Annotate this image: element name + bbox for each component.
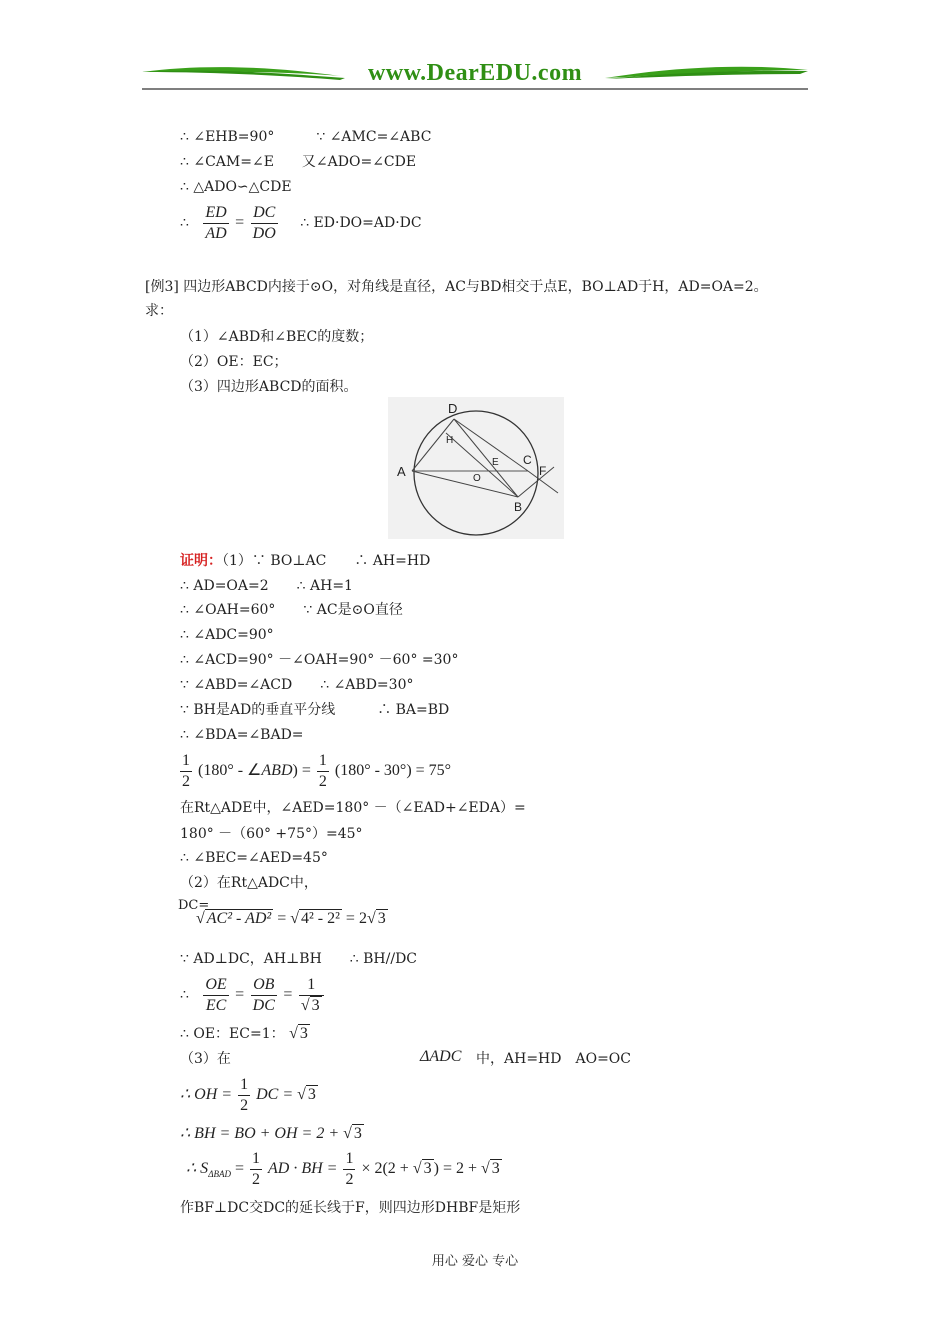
radicand: 3 — [307, 1086, 316, 1103]
sqrt-ac-ad: √ AC² - AD² — [196, 910, 272, 927]
radicand: 3 — [377, 910, 386, 927]
segment-db — [454, 419, 518, 497]
proof-line-10: 180° －（60° +75°）=45° — [180, 826, 363, 842]
label-o: O — [473, 473, 481, 484]
fraction-denominator: DC — [252, 996, 275, 1014]
equation-part: DC = — [256, 1086, 294, 1103]
fraction-denominator: 2 — [318, 772, 327, 790]
angle-name: ABD — [261, 762, 293, 779]
fraction-numerator: 1 — [180, 751, 192, 772]
equals-sign: = — [234, 1160, 244, 1177]
product-conclusion: ∴ ED·DO=AD·DC — [300, 215, 422, 231]
fraction-denominator: EC — [205, 996, 227, 1014]
proof-line-9: 在Rt△ADE中，∠AED=180° －（∠EAD+∠EDA）= — [180, 800, 526, 816]
fraction-half — [250, 1149, 262, 1190]
label-b: B — [514, 500, 523, 514]
fraction-numerator: 1 — [238, 1075, 250, 1096]
sqrt-3: √ 3 — [343, 1125, 362, 1142]
radicand: 3 — [423, 1160, 432, 1177]
equation-part: ∴ BH = BO + OH = 2 + — [180, 1125, 340, 1142]
equation-part: ∴ OH = — [180, 1086, 233, 1103]
sqrt-4-2: √ 4² - 2² — [290, 910, 340, 927]
label-e: E — [492, 457, 499, 468]
proof-step: （1）∵ BO⊥AC ∴ AH=HD — [222, 553, 431, 569]
area-symbol: ∴ S — [186, 1160, 209, 1177]
part3-conditions: 中，AH=HD AO=OC — [476, 1051, 631, 1067]
equation-part: (180° - 30°) = 75° — [334, 762, 452, 779]
fraction-numerator: DC — [251, 203, 278, 224]
therefore-symbol: ∴ — [180, 215, 189, 231]
proof-line-3: ∴ ∠OAH=60° ∵ AC是⊙O直径 — [180, 602, 403, 618]
label-h: H — [446, 435, 454, 446]
circle-diagram — [388, 397, 564, 539]
fraction-numerator: 1 — [250, 1149, 262, 1170]
part3-intro: （3）在 — [180, 1051, 231, 1067]
equals-sign: = — [235, 214, 245, 231]
fraction-denominator: DO — [252, 224, 276, 242]
dc-label: DC= — [178, 898, 210, 913]
sqrt-3: √ 3 — [412, 1160, 432, 1177]
proof-line-17: 作BF⊥DC交DC的延长线于F，则四边形DHBF是矩形 — [180, 1200, 521, 1216]
therefore-symbol: ∴ — [180, 987, 189, 1003]
fraction-numerator: OB — [251, 975, 277, 996]
fraction-ob-dc — [251, 975, 277, 1016]
equation-area — [186, 1146, 502, 1192]
fraction-dc-do — [251, 203, 278, 244]
fraction-half — [180, 751, 192, 792]
question-2: （2）OE：EC； — [180, 354, 288, 370]
proof-line-2: ∴ AD=OA=2 ∴ AH=1 — [180, 578, 353, 594]
dc-expression — [196, 910, 388, 928]
area-subscript: ΔBAD — [208, 1169, 231, 1180]
top-line-2: ∴ ∠CAM=∠E 又∠ADO=∠CDE — [180, 154, 417, 170]
proof-line-12: （2）在Rt△ADC中， — [180, 875, 318, 891]
radicand: 4² - 2² — [301, 910, 340, 927]
segment-hb — [446, 433, 518, 497]
radicand: 3 — [491, 1160, 500, 1177]
example-ask: 求： — [145, 303, 173, 319]
equation-ratio — [180, 972, 326, 1018]
fraction-half — [238, 1075, 250, 1116]
question-1: （1）∠ABD和∠BEC的度数； — [180, 329, 374, 345]
equation-bh — [180, 1124, 364, 1144]
fraction-denominator — [299, 996, 324, 1016]
ratio-result: ∴ OE：EC=1： — [180, 1026, 285, 1042]
sqrt-3: √ 3 — [289, 1025, 308, 1042]
page-header — [140, 58, 810, 92]
fraction-numerator: 1 — [299, 975, 324, 996]
sqrt-3: √ 3 — [480, 1160, 500, 1177]
triangle-adc: ΔADC — [420, 1048, 462, 1065]
proof-line-4: ∴ ∠ADC=90° — [180, 627, 274, 643]
proof-line-5: ∴ ∠ACD=90° －∠OAH=90° －60° =30° — [180, 652, 459, 668]
top-line-4 — [180, 200, 422, 246]
fraction-half — [343, 1149, 355, 1190]
fraction-numerator: ED — [203, 203, 228, 224]
dc-result: = 2 — [345, 910, 367, 927]
fraction-denominator: 2 — [182, 772, 190, 790]
example-statement: [例3] 四边形ABCD内接于⊙O，对角线是直径，AC与BD相交于点E，BO⊥AD于H，AD=OA=2。 — [145, 279, 768, 295]
equation-part: (180° - ∠ — [198, 762, 262, 779]
equals-sign: = — [283, 986, 293, 1003]
proof-line-11: ∴ ∠BEC=∠AED=45° — [180, 850, 328, 866]
fraction-ed-ad — [203, 203, 228, 244]
fraction-one-sqrt3 — [299, 975, 324, 1016]
top-line-1: ∴ ∠EHB=90° ∵ ∠AMC=∠ABC — [180, 129, 432, 145]
proof-line-1 — [180, 552, 430, 570]
radicand: 3 — [299, 1025, 308, 1042]
question-3: （3）四边形ABCD的面积。 — [180, 379, 358, 395]
fraction-numerator: OE — [203, 975, 228, 996]
sqrt-3: √ 3 — [366, 910, 386, 927]
proof-line-13: ∵ AD⊥DC，AH⊥BH ∴ BH//DC — [180, 951, 418, 967]
proof-line-8: ∴ ∠BDA=∠BAD= — [180, 727, 304, 743]
site-url[interactable]: www.DearEDU.com — [367, 60, 583, 86]
radicand: AC² - AD² — [206, 910, 272, 927]
equals-sign: = — [277, 910, 287, 927]
sqrt-3: √ 3 — [297, 1086, 316, 1103]
fraction-denominator: 2 — [252, 1170, 260, 1188]
label-f: F — [539, 464, 547, 478]
label-d: D — [448, 401, 458, 416]
proof-line-15 — [180, 1025, 310, 1043]
label-c: C — [523, 453, 532, 467]
radicand: 3 — [353, 1125, 362, 1142]
proof-line-16 — [180, 1048, 640, 1070]
proof-title: 证明： — [180, 553, 222, 569]
fraction-denominator: AD — [205, 224, 227, 242]
top-line-3: ∴ △ADO∽△CDE — [180, 179, 292, 195]
equals-sign: = — [235, 986, 245, 1003]
proof-line-7: ∵ BH是AD的垂直平分线 ∴ BA=BD — [180, 702, 450, 718]
fraction-denominator: 2 — [240, 1096, 249, 1114]
fraction-half — [317, 751, 329, 792]
page-footer: 用心 爱心 专心 — [431, 1254, 519, 1269]
fraction-denominator: 2 — [345, 1170, 354, 1188]
equation-oh — [180, 1072, 318, 1118]
equation-part: × 2(2 + — [361, 1160, 409, 1177]
sqrt-3: √ 3 — [300, 996, 320, 1014]
fraction-numerator: 1 — [317, 751, 329, 772]
fraction-numerator: 1 — [343, 1149, 355, 1170]
fraction-oe-ec — [203, 975, 228, 1016]
equation-angle-bda — [178, 748, 451, 794]
radicand: 3 — [311, 996, 320, 1014]
proof-line-6: ∵ ∠ABD=∠ACD ∴ ∠ABD=30° — [180, 677, 414, 693]
equation-part: AD · BH = — [268, 1160, 338, 1177]
label-a: A — [397, 464, 406, 479]
geometry-figure — [388, 397, 564, 539]
segment-ab — [412, 471, 518, 497]
equation-part: ) = 2 + — [433, 1160, 477, 1177]
equation-part: ) = — [292, 762, 311, 779]
